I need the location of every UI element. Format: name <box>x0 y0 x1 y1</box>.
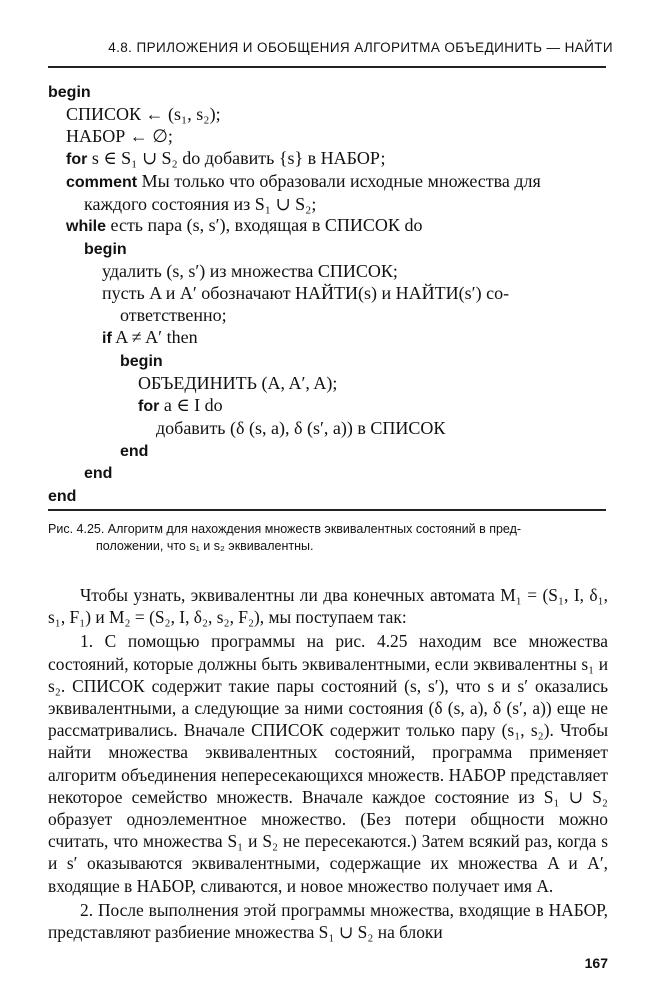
code-text: пусть A и A′ обозначают НАЙТИ(s) и НАЙТИ(s′) со- <box>102 283 510 304</box>
figure-bottom-rule <box>48 509 606 511</box>
code-text: СПИСОК ← (s₁, s₂); <box>66 103 221 124</box>
algorithm-line <box>48 126 608 148</box>
algorithm-line <box>48 148 608 171</box>
caption-line-1: Рис. 4.25. Алгоритм для нахождения множеств эквивалентных состояний в пред- <box>48 522 522 536</box>
code-text: ОБЪЕДИНИТЬ (A, A′, A); <box>138 372 338 393</box>
code-text: удалить (s, s′) из множества СПИСОК; <box>102 261 398 282</box>
algorithm-line <box>48 171 608 194</box>
code-text: a ∈ I do <box>159 394 223 415</box>
header-rule <box>48 66 606 68</box>
algorithm-line <box>48 485 608 508</box>
keyword: begin <box>84 241 127 259</box>
code-text: добавить (δ (s, a), δ (s′, a)) в СПИСОК <box>156 417 446 438</box>
code-text: Мы только что образовали исходные множества для <box>137 170 541 191</box>
code-text: есть пара (s, s′), входящая в СПИСОК do <box>106 215 423 236</box>
keyword: end <box>48 488 77 506</box>
algorithm-line <box>48 238 608 261</box>
code-text: ответственно; <box>120 305 227 326</box>
paragraph-step-1: 1. С помощью программы на рис. 4.25 находим все множества состояний, которые должны быть эквивалентными, если эквивалентны s₁ и s₂. СПИСОК содержит такие пары состояний (s, s′), что s и s′ оказались эквивалентными, а следующие за ними состояния (δ (s, a), δ (s′, a)) еще не рассматривались. Вначале СПИСОК содержит только пару (s₁, s₂). Чтобы найти множества эквивалентных состояний, программа применяет алгоритм объединения непересекающихся множеств. НАБОР представляет некоторое семейство множеств. Вначале каждое состояние из S₁ ∪ S₂ образует одноэлементное множество. (Без потери общности можно считать, что множества S₁ и S₂ не пересекаются.) Затем всякий раз, когда s и s′ оказываются эквивалентными, содержащие их множества A и A′, входящие в НАБОР, сливаются, и новое множество получает имя A. <box>48 631 608 896</box>
keyword: end <box>84 465 113 483</box>
algorithm-line <box>48 395 608 418</box>
code-text: НАБОР ← ∅; <box>66 125 173 146</box>
keyword: while <box>66 218 107 236</box>
running-header: 4.8. ПРИЛОЖЕНИЯ И ОБОБЩЕНИЯ АЛГОРИТМА ОБЪЕДИНИТЬ — НАЙТИ <box>108 40 613 55</box>
algorithm-line <box>48 373 608 395</box>
caption-line-2: положении, что s₁ и s₂ эквивалентны. <box>96 539 314 553</box>
algorithm-line <box>48 261 608 283</box>
algorithm-line <box>48 81 608 104</box>
keyword: end <box>120 442 149 460</box>
keyword: begin <box>48 84 91 101</box>
algorithm-line <box>48 215 608 238</box>
keyword: begin <box>120 352 163 370</box>
algorithm-line <box>48 327 608 350</box>
algorithm-line <box>48 283 608 305</box>
page-number: 167 <box>584 955 608 971</box>
paragraph-step-2: 2. После выполнения этой программы множества, входящие в НАБОР, представляют разбиение множества S₁ ∪ S₂ на блоки <box>48 899 608 943</box>
algorithm-line <box>48 194 608 216</box>
algorithm-line <box>48 350 608 373</box>
code-text: каждого состояния из S₁ ∪ S₂; <box>84 193 317 214</box>
algorithm-listing <box>48 81 608 508</box>
algorithm-line <box>48 104 608 126</box>
code-text: s ∈ S₁ ∪ S₂ do добавить {s} в НАБОР; <box>87 147 386 168</box>
algorithm-line <box>48 462 608 485</box>
keyword: for <box>66 150 88 168</box>
figure-caption <box>48 521 608 555</box>
algorithm-line <box>48 305 608 327</box>
keyword: if <box>102 329 112 347</box>
code-text: A ≠ A′ then <box>111 326 198 347</box>
body-text <box>48 584 608 945</box>
paragraph-intro: Чтобы узнать, эквивалентны ли два конечных автомата M₁ = (S₁, I, δ₁, s₁, F₁) и M₂ = (S₂, I, δ₂, s₂, F₂), мы поступаем так: <box>48 585 608 628</box>
algorithm-line <box>48 418 608 440</box>
algorithm-line <box>48 440 608 463</box>
keyword: for <box>138 397 160 415</box>
keyword: comment <box>66 173 138 191</box>
